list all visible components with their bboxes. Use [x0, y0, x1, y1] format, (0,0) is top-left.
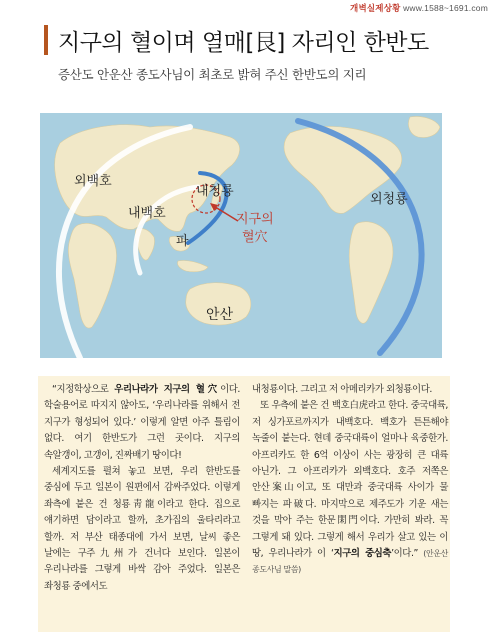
- header-url: [350, 2, 488, 14]
- header-url-link[interactable]: www.1588~1691.com: [403, 3, 488, 13]
- page-title: 지구의 혈이며 열매[艮] 자리인 한반도: [58, 29, 429, 56]
- col2-p1-text: 내청룡이다. 그리고 저 아메리카가 외청룡이다.: [252, 384, 432, 395]
- col1-p1-text: “지정학상으로: [52, 384, 115, 395]
- article-body: [38, 376, 450, 632]
- label-inner-blue-dragon: 내청룡: [196, 184, 234, 199]
- col1-p2-text: 세계지도를 펼쳐 놓고 보면, 우리 한반도를 중심에 두고 일본이 원편에서 감싸주었다. 이렇게 좌측에 붙은 건 청룡靑龍이라고 한다. 집으로 얘기하면 담이라고 할까, 초가집의 울타리라고 할까. 저 부산 태종대에 가서 보면, 날씨 좋은 날에는 구주九州가 건너다 보인다. 일본이 우리나라를 그렇게 바싹 감아 주었다. 일본은 좌청룡 중에서도: [44, 466, 240, 592]
- label-earth-hyeol-2: 혈穴: [242, 230, 268, 245]
- label-earth-hyeol-1: 지구의: [236, 212, 274, 227]
- world-map-svg: [40, 113, 442, 358]
- col2-p2-emphasis: 지구의 중심축: [333, 548, 392, 560]
- label-pa: 파: [176, 234, 189, 249]
- land-greenland: [408, 116, 440, 137]
- col2-paragraph-2: [252, 398, 448, 578]
- title-block: [44, 22, 474, 58]
- label-inner-white-tiger: 내백호: [128, 206, 166, 221]
- col1-p1-text-end: 이다. 학술용어로 따지지 않아도, ‘우리나라를 위해서 전 지구가 형성되어 있다.’ 이렇게 알면 아주 틀림이 없다. 여기 한반도가 그런 곳이다. 지구의 속알갱이, 고갱이, 진짜배기 땅이다!: [44, 384, 240, 461]
- col2-p2-text: 또 우측에 붙은 건 백호白虎라고 한다. 중국대륙, 저 싱가포르까지가 내백호다. 백호가 튼튼해야 녹줄이 붙는다. 현데 중국대륙이 얼마나 육중한가. 아프리카도 한 6억 이상이 사는 광장히 큰 대륙 아닌가. 그 아프리카가 외백호다. 호주 저쪽은 안산案山이고, 또 대만과 중국대륙 사이가 물 빠지는 파破다. 마지막으로 제주도가 기운 새는 것을 막아 주는 한문閑門이다. 가만히 봐라. 꼭 그렇게 돼 있다. 그렇게 해서 우리가 살고 있는 이 땅, 우리나라가 이 ‘: [252, 400, 448, 560]
- label-ansan: 안산: [206, 307, 234, 323]
- header-url-prefix: 개벽실제상황: [350, 3, 401, 13]
- col1-p1-emphasis: 우리나라가 지구의 혈穴: [114, 384, 221, 395]
- col1-paragraph-2: [44, 464, 240, 595]
- world-map: [40, 113, 442, 358]
- label-west-white-tiger: 외백호: [74, 174, 112, 189]
- label-outer-blue-dragon: 외청룡: [370, 192, 408, 207]
- land-south-america: [349, 222, 393, 323]
- article-column-2: [252, 382, 448, 579]
- land-indonesia: [177, 260, 208, 271]
- article-column-1: [44, 382, 240, 595]
- col2-p2-text-end: ’이다.”: [391, 548, 418, 560]
- attribution: (안운산 종도사님 말씀): [252, 549, 448, 575]
- title-accent-bar: [44, 25, 48, 55]
- land-africa: [68, 223, 116, 328]
- col2-paragraph-1: [252, 382, 448, 398]
- col1-paragraph-1: [44, 382, 240, 464]
- page-subtitle: 증산도 안운산 종도사님이 최초로 밝혀 주신 한반도의 지리: [58, 67, 367, 82]
